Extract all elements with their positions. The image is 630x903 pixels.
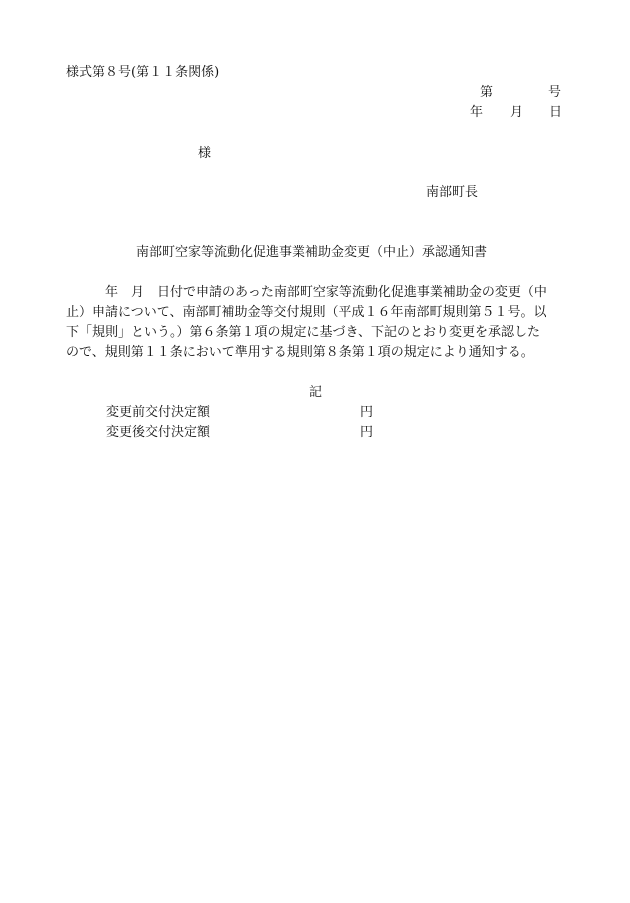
body-line: 下「規則」という。）第６条第１項の規定に基づき、下記のとおり変更を承認した [66,325,540,340]
sender-name: 南部町長 [426,185,479,200]
date-month-label: 月 [510,105,524,120]
amount-row-after [106,424,406,444]
amount-row-before [106,404,406,424]
amount-unit-before: 円 [360,405,374,420]
ki-heading: 記 [309,385,323,400]
date-year-label: 年 [470,105,484,120]
addressee-honorific: 様 [198,146,212,161]
amount-label-after: 変更後交付決定額 [106,425,211,440]
form-number: 様式第８号(第１１条関係) [66,65,220,80]
body-paragraph [66,283,566,363]
document-number-label: 第 [480,85,494,100]
date-day-label: 日 [549,105,563,120]
amount-label-before: 変更前交付決定額 [106,405,211,420]
body-line: 止）申請について、南部町補助金等交付規則（平成１６年南部町規則第５１号。以 [66,305,547,320]
amount-unit-after: 円 [360,425,374,440]
document-title: 南部町空家等流動化促進事業補助金変更（中止）承認通知書 [136,245,488,260]
document-number-suffix: 号 [548,85,562,100]
body-line: ので、規則第１１条において準用する規則第８条第１項の規定により通知する。 [66,345,534,360]
body-line: 年 月 日付で申請のあった南部町空家等流動化促進事業補助金の変更（中 [66,285,547,300]
